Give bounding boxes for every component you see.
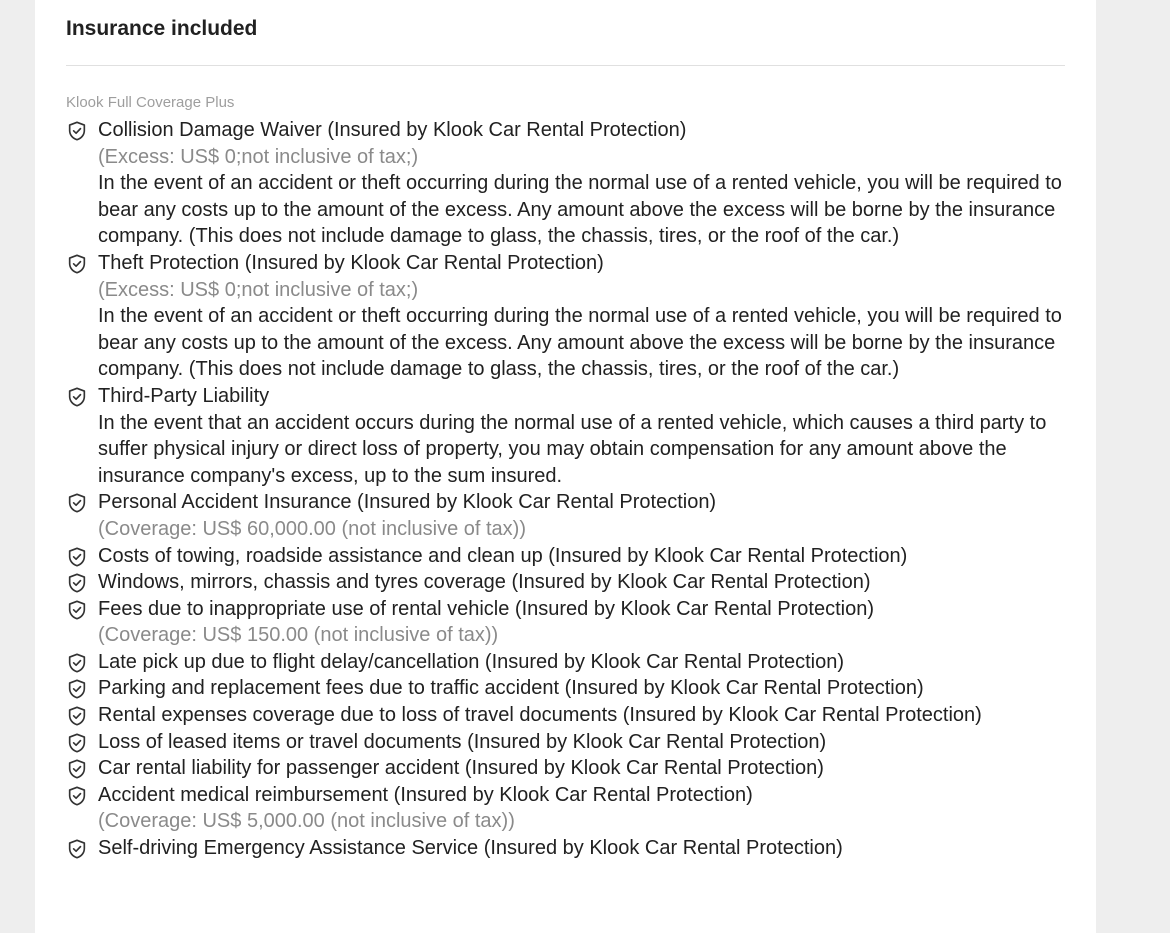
coverage-item [66, 755, 1076, 782]
coverage-item [66, 702, 1076, 729]
coverage-note: (Coverage: US$ 5,000.00 (not inclusive of tax)) [98, 810, 515, 833]
coverage-note: (Coverage: US$ 60,000.00 (not inclusive of tax)) [98, 517, 526, 540]
coverage-note: (Coverage: US$ 150.00 (not inclusive of tax)) [98, 624, 499, 647]
coverage-title: Accident medical reimbursement (Insured by Klook Car Rental Protection) [98, 783, 753, 806]
coverage-item [66, 649, 1076, 676]
coverage-title: Rental expenses coverage due to loss of travel documents (Insured by Klook Car Rental Protection) [98, 704, 982, 727]
coverage-item [66, 250, 1076, 383]
coverage-title: Fees due to inappropriate use of rental vehicle (Insured by Klook Car Rental Protection) [98, 597, 874, 620]
coverage-item [66, 675, 1076, 702]
insurance-panel [35, 0, 1096, 933]
coverage-title: Car rental liability for passenger accident (Insured by Klook Car Rental Protection) [98, 757, 824, 780]
shield-check-icon [66, 386, 88, 408]
shield-check-icon [66, 120, 88, 142]
shield-check-icon [66, 546, 88, 568]
coverage-title: Costs of towing, roadside assistance and clean up (Insured by Klook Car Rental Protection) [98, 544, 908, 567]
coverage-title: Self-driving Emergency Assistance Service (Insured by Klook Car Rental Protection) [98, 837, 843, 860]
coverage-note: (Excess: US$ 0;not inclusive of tax;) [98, 278, 419, 301]
coverage-description: In the event that an accident occurs during the normal use of a rented vehicle, which causes a third party to suffer physical injury or direct loss of property, you may obtain compensation for any amount above the insurance company's excess, up to the sum insured. [98, 411, 1047, 487]
coverage-item [66, 729, 1076, 756]
coverage-title: Personal Accident Insurance (Insured by Klook Car Rental Protection) [98, 491, 717, 514]
coverage-title: Theft Protection (Insured by Klook Car Rental Protection) [98, 251, 604, 274]
coverage-item [66, 489, 1076, 542]
coverage-item [66, 117, 1076, 250]
shield-check-icon [66, 705, 88, 727]
shield-check-icon [66, 572, 88, 594]
coverage-title: Collision Damage Waiver (Insured by Klook Car Rental Protection) [98, 119, 687, 141]
coverage-description: In the event of an accident or theft occurring during the normal use of a rented vehicle, you will be required to bear any costs up to the amount of the excess. Any amount above the excess will be borne by the insurance company. (This does not include damage to glass, the chassis, tires, or the roof of the car.) [98, 172, 1062, 248]
shield-check-icon [66, 758, 88, 780]
divider [66, 65, 1065, 66]
shield-check-icon [66, 678, 88, 700]
plan-name: Klook Full Coverage Plus [66, 94, 235, 111]
coverage-item [66, 543, 1076, 570]
coverage-description: In the event of an accident or theft occurring during the normal use of a rented vehicle, you will be required to bear any costs up to the amount of the excess. Any amount above the excess will be borne by the insurance company. (This does not include damage to glass, the chassis, tires, or the roof of the car.) [98, 305, 1062, 381]
coverage-title: Parking and replacement fees due to traffic accident (Insured by Klook Car Rental Protection) [98, 677, 924, 700]
coverage-title: Windows, mirrors, chassis and tyres coverage (Insured by Klook Car Rental Protection) [98, 571, 871, 594]
coverage-item [66, 569, 1076, 596]
section-heading: Insurance included [66, 17, 258, 40]
coverage-title: Third-Party Liability [98, 384, 270, 407]
coverage-note: (Excess: US$ 0;not inclusive of tax;) [98, 145, 419, 168]
shield-check-icon [66, 492, 88, 514]
shield-check-icon [66, 652, 88, 674]
shield-check-icon [66, 253, 88, 275]
coverage-title: Loss of leased items or travel documents (Insured by Klook Car Rental Protection) [98, 730, 827, 753]
shield-check-icon [66, 785, 88, 807]
coverage-list [66, 117, 1076, 862]
coverage-item [66, 383, 1076, 489]
coverage-item [66, 835, 1076, 862]
shield-check-icon [66, 599, 88, 621]
coverage-item [66, 782, 1076, 835]
coverage-title: Late pick up due to flight delay/cancellation (Insured by Klook Car Rental Protection) [98, 650, 844, 673]
shield-check-icon [66, 732, 88, 754]
coverage-item [66, 596, 1076, 649]
shield-check-icon [66, 838, 88, 860]
